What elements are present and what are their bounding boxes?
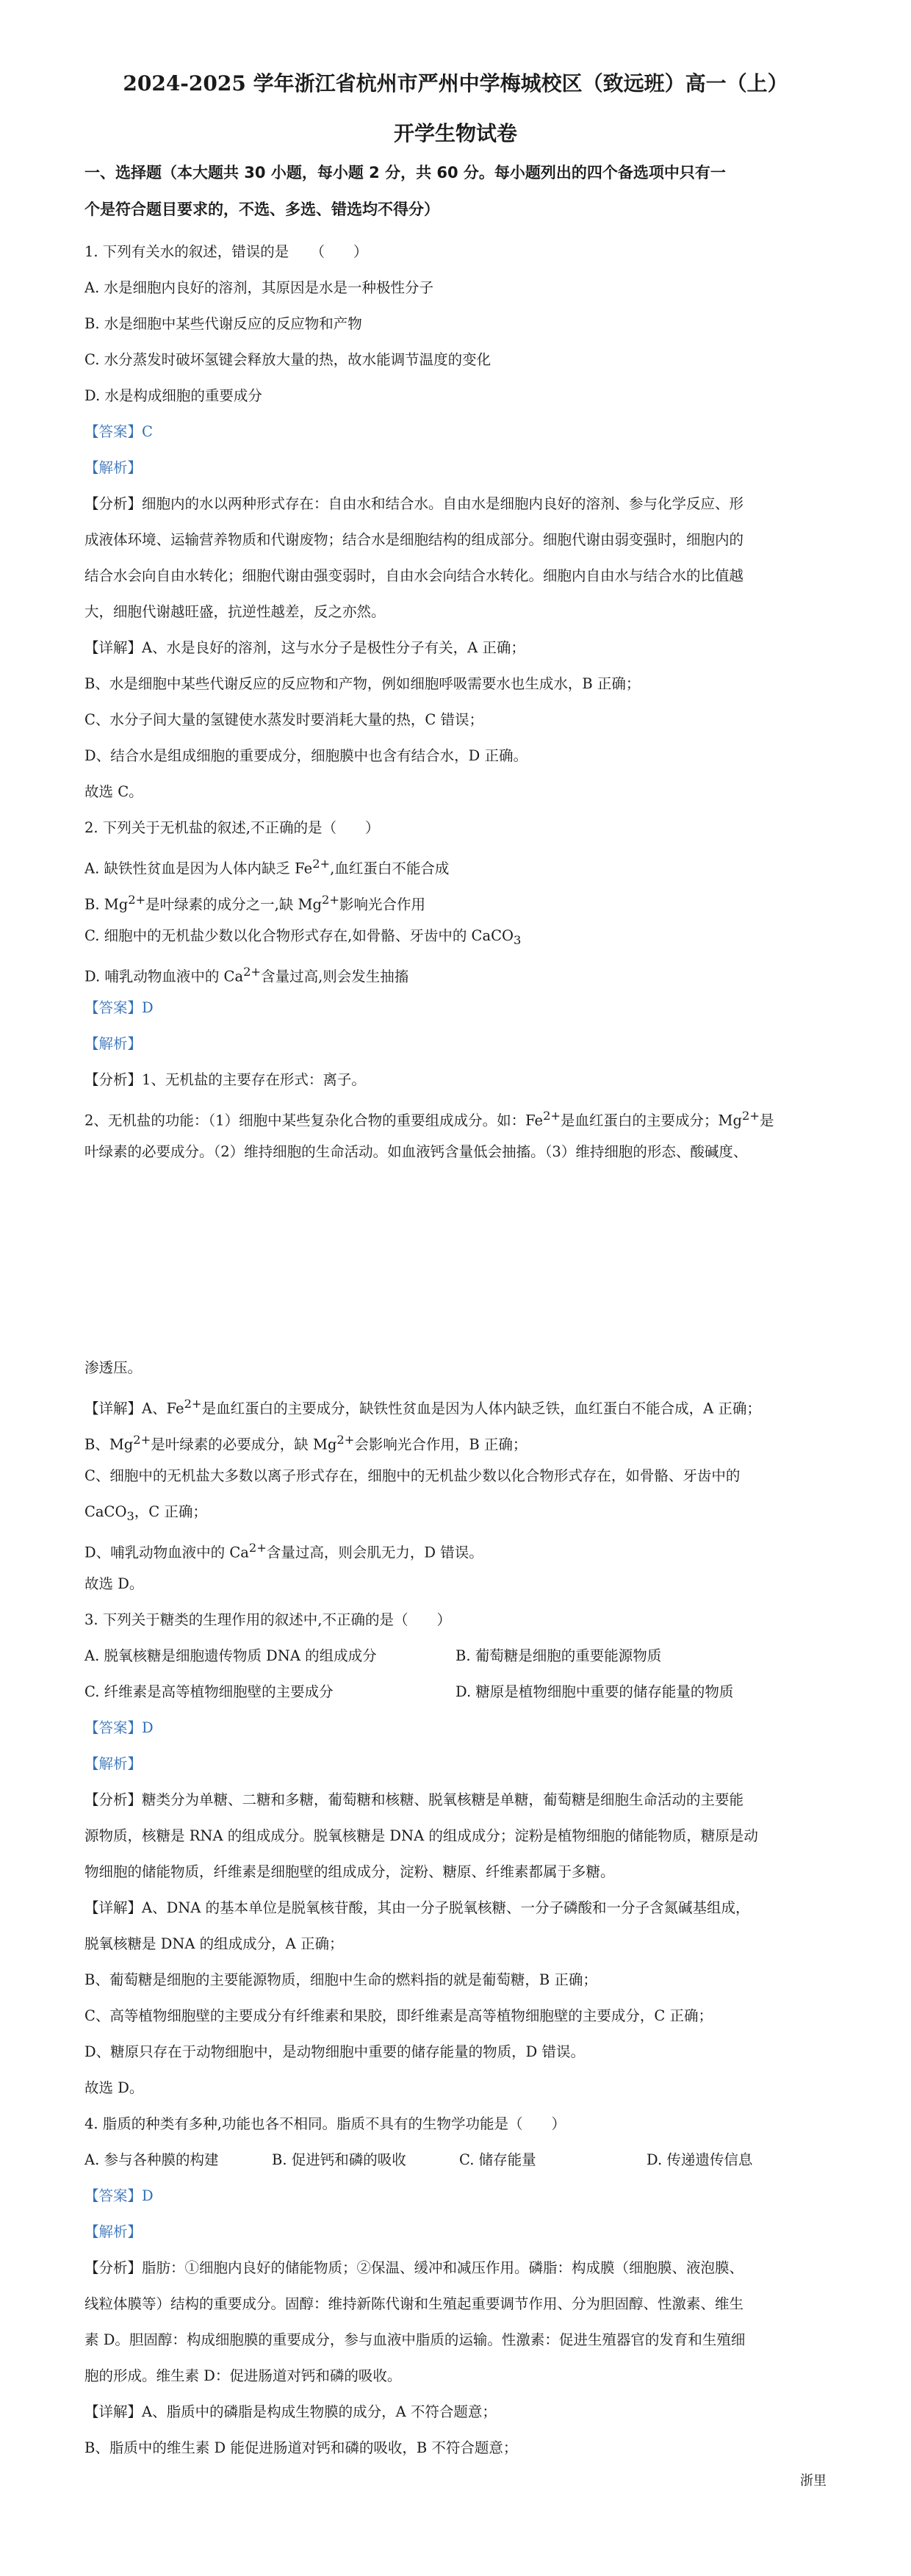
q3-detail-line-4: C、高等植物细胞壁的主要成分有纤维素和果胶，即纤维素是高等植物细胞壁的主要成分，C 正确； <box>84 2007 713 2024</box>
q2-analysis-line-4: 渗透压。 <box>84 1359 143 1376</box>
q4-analysis-line-2: 线粒体膜等）结构的重要成分。固醇：维持新陈代谢和生殖起重要调节作用、分为胆固醇、性激素、维生 <box>84 2295 744 2312</box>
exam-title-line-1: 2024-2025 学年浙江省杭州市严州中学梅城校区（致远班）高一（上） <box>123 71 788 96</box>
q4-option-c: C. 储存能量 <box>459 2151 536 2168</box>
q3-option-c: C. 纤维素是高等植物细胞壁的主要成分 <box>84 1683 334 1700</box>
q4-stem: 4. 脂质的种类有多种,功能也各不相同。脂质不具有的生物学功能是（ ） <box>84 2115 566 2132</box>
q2-analysis-line-3: 叶绿素的必要成分。（2）维持细胞的生命活动。如血液钙含量低会抽搐。（3）维持细胞的形态、酸碱度、 <box>84 1143 748 1160</box>
q3-detail-line-2: 脱氧核糖是 DNA 的组成成分，A 正确； <box>84 1935 344 1952</box>
q3-option-a: A. 脱氧核糖是细胞遗传物质 DNA 的组成成分 <box>84 1647 377 1664</box>
page-footer: 浙里 <box>800 2473 827 2489</box>
q1-detail-line-4: D、结合水是组成细胞的重要成分，细胞膜中也含有结合水，D 正确。 <box>84 747 527 764</box>
q3-detail-line-1: 【详解】A、DNA 的基本单位是脱氧核苷酸，其由一分子脱氧核糖、一分子磷酸和一分子含氮碱基组成， <box>84 1899 750 1916</box>
q3-answer: 【答案】D <box>84 1719 154 1736</box>
q1-detail-line-1: 【详解】A、水是良好的溶剂，这与水分子是极性分子有关，A 正确； <box>84 639 525 656</box>
q3-detail-line-5: D、糖原只存在于动物细胞中，是动物细胞中重要的储存能量的物质，D 错误。 <box>84 2043 585 2060</box>
q4-detail-line-1: 【详解】A、脂质中的磷脂是构成生物膜的成分，A 不符合题意； <box>84 2403 497 2420</box>
q2-option-b: B. $Mg^{2+}$是叶绿素的成分之一,缺 $Mg^{2+}$影响光合作用 <box>84 893 425 913</box>
q1-option-d: D. 水是构成细胞的重要成分 <box>84 387 262 404</box>
q3-option-b: B. 葡萄糖是细胞的重要能源物质 <box>455 1647 662 1664</box>
q1-answer: 【答案】C <box>84 423 153 440</box>
q4-detail-line-2: B、脂质中的维生素 D 能促进肠道对钙和磷的吸收，B 不符合题意； <box>84 2439 518 2456</box>
q3-stem: 3. 下列关于糖类的生理作用的叙述中,不正确的是（ ） <box>84 1611 452 1628</box>
q4-answer: 【答案】D <box>84 2187 154 2204</box>
q1-option-c: C. 水分蒸发时破坏氢键会释放大量的热，故水能调节温度的变化 <box>84 351 491 368</box>
q2-answer: 【答案】D <box>84 999 154 1016</box>
q1-analysis-line-1: 【分析】细胞内的水以两种形式存在：自由水和结合水。自由水是细胞内良好的溶剂、参与化学反应、形 <box>84 495 744 512</box>
q3-detail-line-3: B、葡萄糖是细胞的主要能源物质，细胞中生命的燃料指的就是葡萄糖，B 正确； <box>84 1971 597 1988</box>
q1-option-b: B. 水是细胞中某些代谢反应的反应物和产物 <box>84 315 362 332</box>
q2-option-d: D. 哺乳动物血液中的 $Ca^{2+}$含量过高,则会发生抽搐 <box>84 965 409 985</box>
q1-conclusion: 故选 C。 <box>84 783 143 800</box>
q2-detail-line-5: D、哺乳动物血液中的 $Ca^{2+}$含量过高，则会肌无力，D 错误。 <box>84 1541 483 1561</box>
q1-option-a: A. 水是细胞内良好的溶剂，其原因是水是一种极性分子 <box>84 279 433 296</box>
q3-option-d: D. 糖原是植物细胞中重要的储存能量的物质 <box>455 1683 734 1700</box>
q4-option-b: B. 促进钙和磷的吸收 <box>272 2151 406 2168</box>
q3-analysis-line-1: 【分析】糖类分为单糖、二糖和多糖，葡萄糖和核糖、脱氧核糖是单糖，葡萄糖是细胞生命活动的主要能 <box>84 1791 744 1808</box>
q1-stem: 1. 下列有关水的叙述，错误的是 （ ） <box>84 243 368 260</box>
q1-analysis-line-4: 大，细胞代谢越旺盛，抗逆性越差，反之亦然。 <box>84 603 386 620</box>
section-heading-line-2: 个是符合题目要求的，不选、多选、错选均不得分） <box>84 201 439 218</box>
q2-detail-line-4: CaCO$_3$，C 正确； <box>84 1503 207 1523</box>
q1-analysis-line-3: 结合水会向自由水转化；细胞代谢由强变弱时，自由水会向结合水转化。细胞内自由水与结合水的比值越 <box>84 567 744 584</box>
q1-detail-line-2: B、水是细胞中某些代谢反应的反应物和产物，例如细胞呼吸需要水也生成水，B 正确； <box>84 675 641 692</box>
q4-analysis-line-4: 胞的形成。维生素 D：促进肠道对钙和磷的吸收。 <box>84 2367 402 2384</box>
q2-conclusion: 故选 D。 <box>84 1575 144 1592</box>
q2-detail-line-3: C、细胞中的无机盐大多数以离子形式存在，细胞中的无机盐少数以化合物形式存在，如骨骼、牙齿中的 <box>84 1467 741 1484</box>
q4-option-a: A. 参与各种膜的构建 <box>84 2151 219 2168</box>
q2-option-c: C. 细胞中的无机盐少数以化合物形式存在,如骨骼、牙齿中的 CaCO$_3$ <box>84 927 522 947</box>
q2-analysis-line-1: 【分析】1、无机盐的主要存在形式：离子。 <box>84 1071 366 1088</box>
q1-detail-line-3: C、水分子间大量的氢键使水蒸发时要消耗大量的热，C 错误； <box>84 711 484 728</box>
q3-jiexi-label: 【解析】 <box>84 1755 143 1772</box>
exam-title-line-2: 开学生物试卷 <box>393 121 517 145</box>
q1-jiexi-label: 【解析】 <box>84 459 143 476</box>
q3-conclusion: 故选 D。 <box>84 2079 144 2096</box>
q2-analysis-line-2: 2、无机盐的功能：（1）细胞中某些复杂化合物的重要组成成分。如：$Fe^{2+}$是血红蛋白的主要成分；$Mg^{2+}$是 <box>84 1109 774 1129</box>
q2-detail-line-2: B、$Mg^{2+}$是叶绿素的必要成分，缺 $Mg^{2+}$会影响光合作用，B 正确； <box>84 1433 527 1453</box>
q2-jiexi-label: 【解析】 <box>84 1035 143 1052</box>
q3-analysis-line-2: 源物质，核糖是 RNA 的组成成分。脱氧核糖是 DNA 的组成成分；淀粉是植物细胞的储能物质，糖原是动 <box>84 1827 758 1844</box>
section-heading-line-1: 一、选择题（本大题共 30 小题，每小题 2 分，共 60 分。每小题列出的四个备选项中只有一 <box>84 164 726 181</box>
q4-analysis-line-1: 【分析】脂肪：①细胞内良好的储能物质；②保温、缓冲和减压作用。磷脂：构成膜（细胞膜、液泡膜、 <box>84 2259 744 2276</box>
q4-analysis-line-3: 素 D。胆固醇：构成细胞膜的重要成分，参与血液中脂质的运输。性激素：促进生殖器官的发育和生殖细 <box>84 2331 746 2348</box>
q1-analysis-line-2: 成液体环境、运输营养物质和代谢废物；结合水是细胞结构的组成部分。细胞代谢由弱变强时，细胞内的 <box>84 531 744 548</box>
q2-stem: 2. 下列关于无机盐的叙述,不正确的是（ ） <box>84 819 380 836</box>
q4-option-d: D. 传递遗传信息 <box>647 2151 753 2168</box>
q2-detail-line-1: 【详解】A、$Fe^{2+}$是血红蛋白的主要成分，缺铁性贫血是因为人体内缺乏铁，血红蛋白不能合成，A 正确； <box>84 1397 761 1417</box>
q3-analysis-line-3: 物细胞的储能物质，纤维素是细胞壁的组成成分，淀粉、糖原、纤维素都属于多糖。 <box>84 1863 615 1880</box>
q4-jiexi-label: 【解析】 <box>84 2223 143 2240</box>
q2-option-a: A. 缺铁性贫血是因为人体内缺乏 $Fe^{2+}$,血红蛋白不能合成 <box>84 857 450 877</box>
